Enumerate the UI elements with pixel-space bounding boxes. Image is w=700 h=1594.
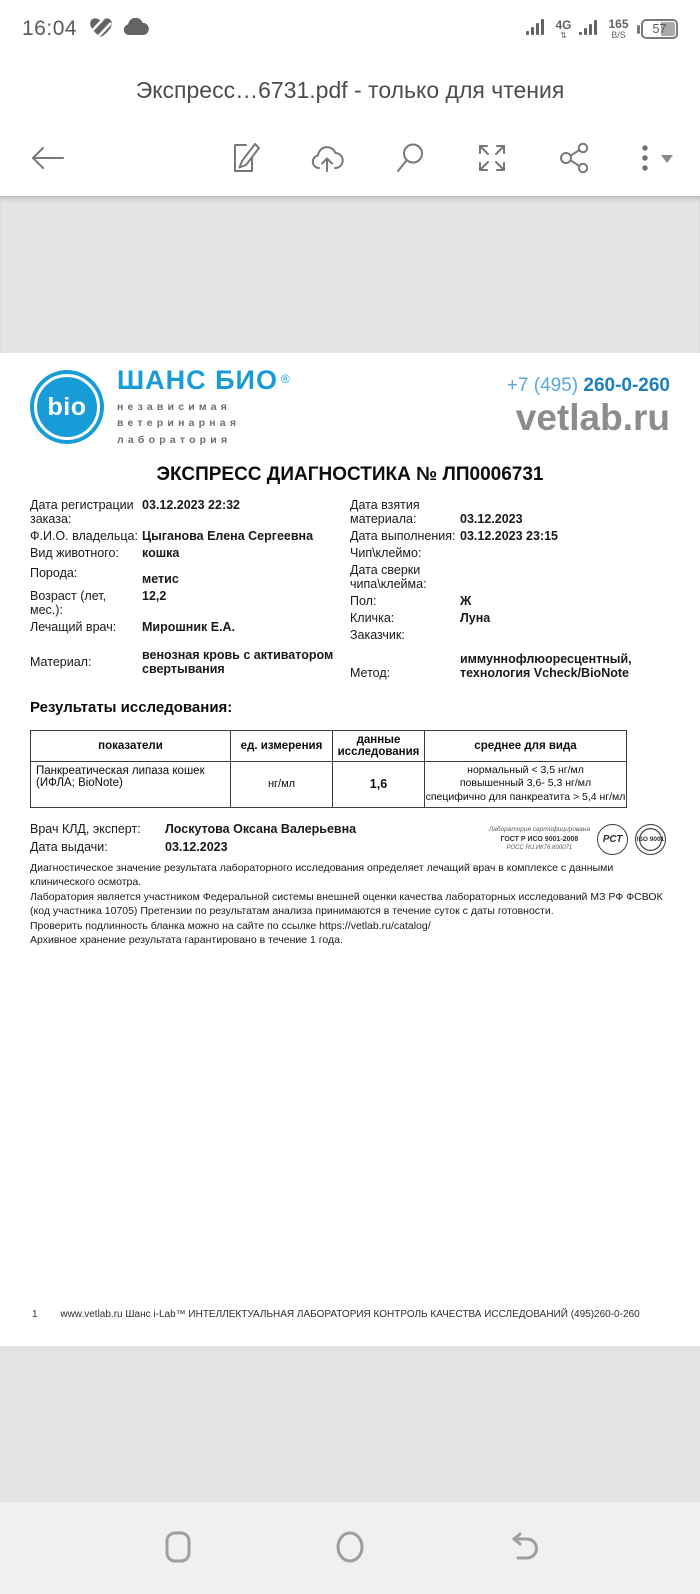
- dropdown-caret-icon: [660, 152, 674, 167]
- fields-left-column: [30, 498, 350, 683]
- search-icon: [392, 140, 428, 179]
- lab-contact: [507, 367, 670, 448]
- field-row: [350, 498, 670, 526]
- field-value: Цыганова Елена Сергеевна: [142, 528, 314, 543]
- network-type-badge: 4G: [555, 17, 572, 32]
- edit-document-icon: [226, 140, 262, 179]
- col-header-indicator: показатели: [31, 730, 231, 761]
- home-circle-icon: [328, 1525, 372, 1572]
- field-value: [460, 546, 670, 560]
- field-row: [30, 566, 350, 586]
- field-value: 03.12.2023 23:15: [460, 528, 559, 543]
- lab-letterhead: [30, 367, 670, 448]
- unit-cell: нг/мл: [231, 761, 333, 807]
- field-row: [350, 529, 670, 543]
- certification-block: [489, 822, 670, 855]
- network-speed-unit: B/S: [611, 30, 626, 40]
- field-row: [350, 628, 670, 642]
- home-button[interactable]: [328, 1525, 372, 1572]
- tagline-line: независимая: [117, 401, 232, 413]
- footer-text: www.vetlab.ru Шанс i-Lab™ ИНТЕЛЛЕКТУАЛЬНАЯ ЛАБОРАТОРИЯ КОНТРОЛЬ КАЧЕСТВА ИССЛЕДОВАНИЙ (495)260-0-260: [60, 1309, 640, 1320]
- issue-date-value: 03.12.2023: [165, 839, 228, 854]
- field-value: иммуннофлюоресцентный, технология Vcheck/BioNote: [460, 651, 632, 680]
- indicator-cell: Панкреатическая липаза кошек (ИФЛА; BioNote): [31, 761, 231, 807]
- status-bar: [0, 0, 700, 58]
- field-row: [350, 563, 670, 591]
- doctor-row: [30, 822, 460, 836]
- pdf-page[interactable]: [0, 353, 700, 1346]
- clock: 16:04: [22, 17, 78, 40]
- document-title: Экспресс…6731.pdf - только для чтения: [135, 76, 565, 103]
- field-label: Метод:: [350, 665, 391, 680]
- field-label: Дата выполнения:: [350, 528, 456, 543]
- signing-section: [30, 822, 670, 858]
- search-button[interactable]: [392, 140, 428, 179]
- brand-name: ШАНС БИО ®: [117, 365, 291, 395]
- upload-button[interactable]: [308, 140, 346, 179]
- disclaimer-text: Лаборатория является участником Федеральной системы внешней оценки качества лабораторных исследований МЗ РФ ФСВОК (код участника 10705) Претензии по результатам анализа принимаются в течение суток с даты готовности.: [30, 890, 663, 917]
- reference-line: нормальный < 3,5 нг/мл: [467, 763, 584, 776]
- results-table: [30, 730, 627, 808]
- page-number: 1: [32, 1309, 38, 1320]
- android-nav-bar: [0, 1502, 700, 1594]
- field-value: венозная кровь с активатором свертывания: [142, 647, 334, 676]
- cloud-upload-icon: [308, 140, 346, 179]
- brand-tagline: [117, 399, 291, 448]
- lab-logo: [30, 367, 291, 448]
- back-arrow-icon: [26, 140, 66, 179]
- network-speed: 165: [608, 17, 629, 31]
- tagline-line: ветеринарная: [117, 417, 241, 430]
- field-row: [30, 589, 350, 617]
- field-row: [350, 546, 670, 560]
- weather-cloud-icon: [122, 18, 149, 41]
- results-heading: Результаты исследования:: [30, 698, 233, 716]
- field-label: Заказчик:: [350, 627, 405, 642]
- disclaimer-text: Проверить подлинность бланка можно на сайте по ссылке https://vetlab.ru/catalog/: [30, 919, 431, 932]
- field-value: 12,2: [142, 588, 167, 603]
- doctor-name: Лоскутова Оксана Валерьевна: [165, 821, 357, 836]
- field-label: Возраст (лет, мес.):: [30, 588, 107, 617]
- reference-line: повышенный 3,6- 5,3 нг/мл: [459, 777, 592, 790]
- back-button[interactable]: [26, 140, 66, 179]
- signal-strength-icon-sim2: [579, 18, 600, 41]
- col-header-reference: среднее для вида: [425, 730, 627, 761]
- certification-text: Лаборатория сертифицирована ГОСТ Р ИСО 9001-2008 РОСС RU.ИК76.К00071: [488, 826, 590, 852]
- field-row: [350, 611, 670, 625]
- field-value: [460, 628, 670, 642]
- tagline-line: лаборатория: [117, 433, 232, 446]
- table-row: [31, 761, 627, 807]
- field-label: Чип\клеймо:: [350, 545, 422, 560]
- viewport-gray-area-bottom[interactable]: [0, 1346, 700, 1502]
- value-cell: 1,6: [333, 761, 425, 807]
- field-value: Мирошник Е.А.: [142, 619, 236, 634]
- field-label: Порода:: [30, 565, 78, 580]
- page-footer: [0, 1309, 700, 1320]
- col-header-value: данные исследования: [333, 730, 425, 761]
- back-return-icon: [500, 1525, 544, 1572]
- rst-stamp-icon: РСТ: [597, 824, 628, 855]
- field-label: Кличка:: [350, 610, 395, 625]
- fullscreen-expand-icon: [474, 140, 510, 179]
- recents-button[interactable]: [156, 1525, 200, 1572]
- share-icon: [556, 140, 592, 179]
- phone-number: +7 (495) 260-0-260: [506, 375, 670, 396]
- heart-notification-icon: [89, 16, 113, 43]
- viewport-gray-area-top[interactable]: [0, 196, 700, 353]
- field-value: метис: [142, 571, 179, 586]
- back-nav-button[interactable]: [500, 1525, 544, 1572]
- battery-icon: [637, 19, 679, 39]
- field-value: 03.12.2023: [460, 511, 523, 526]
- field-label: Ф.И.О. владельца:: [30, 528, 138, 543]
- issue-date-row: [30, 840, 460, 854]
- field-label: Вид животного:: [30, 545, 119, 560]
- field-row: [30, 546, 350, 560]
- disclaimer-text: Диагностическое значение результата лабораторного исследования определяет лечащий врач в комплексе с данными клинического осмотра.: [30, 861, 614, 888]
- reference-cell: [425, 761, 627, 807]
- field-value: кошка: [142, 545, 180, 560]
- more-dots-icon: [638, 140, 652, 179]
- doctor-label: Врач КЛД, эксперт:: [30, 821, 141, 836]
- field-row: [30, 620, 350, 634]
- title-bar: [0, 58, 700, 122]
- share-button[interactable]: [556, 140, 592, 179]
- issue-date-label: Дата выдачи:: [30, 839, 108, 854]
- field-label: Пол:: [350, 593, 377, 608]
- iso-stamp-icon: ISO 9001: [635, 824, 666, 855]
- field-label: Дата взятия материала:: [350, 497, 420, 526]
- toolbar: [0, 122, 700, 196]
- field-row: [30, 529, 350, 543]
- patient-fields: [30, 498, 670, 683]
- field-label: Материал:: [30, 654, 92, 669]
- battery-level: 57: [652, 22, 667, 36]
- field-label: Дата сверки чипа\клейма:: [350, 562, 427, 591]
- field-row: [350, 594, 670, 608]
- table-header-row: [31, 730, 627, 761]
- fields-right-column: [350, 498, 670, 683]
- field-row: [350, 652, 670, 680]
- field-row: [30, 498, 350, 526]
- field-row: [30, 648, 350, 676]
- field-label: Дата регистрации заказа:: [30, 497, 134, 526]
- col-header-unit: ед. измерения: [231, 730, 333, 761]
- fullscreen-button[interactable]: [474, 140, 510, 179]
- disclaimer-section: [30, 862, 674, 949]
- field-value: Ж: [460, 593, 472, 608]
- registered-mark: ®: [280, 372, 291, 386]
- field-value: [460, 563, 670, 591]
- recents-square-icon: [156, 1525, 200, 1572]
- more-menu-button[interactable]: [638, 140, 674, 179]
- bio-logo-icon: bio: [30, 370, 104, 444]
- website: vetlab.ru: [515, 397, 670, 438]
- field-label: Лечащий врач:: [30, 619, 117, 634]
- reference-line: специфично для панкреатита > 5,4 нг/мл: [425, 791, 626, 804]
- signal-strength-icon: [526, 18, 547, 41]
- edit-button[interactable]: [226, 140, 262, 179]
- report-title: ЭКСПРЕСС ДИАГНОСТИКА № ЛП0006731: [156, 463, 544, 485]
- data-updown-arrows-icon: ⇅: [560, 30, 567, 40]
- field-value: 03.12.2023 22:32: [142, 497, 241, 512]
- disclaimer-text: Архивное хранение результата гарантировано в течение 1 года.: [30, 934, 343, 947]
- field-value: Луна: [460, 610, 491, 625]
